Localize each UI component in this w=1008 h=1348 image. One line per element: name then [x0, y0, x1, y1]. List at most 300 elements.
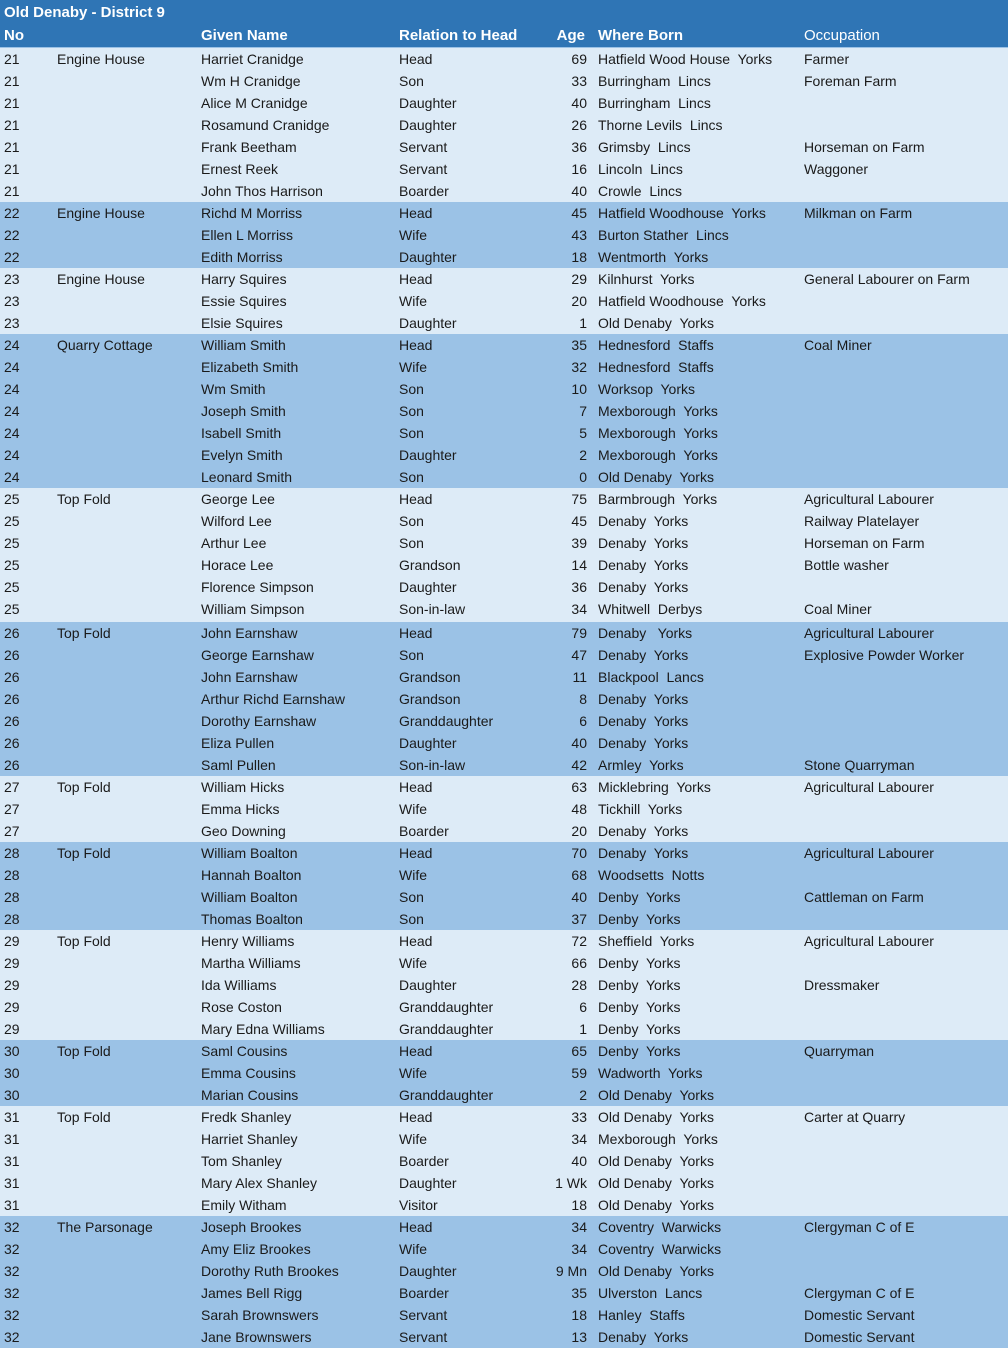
cell-age: 48 — [571, 801, 587, 817]
table-row — [0, 666, 1008, 688]
cell-age: 6 — [579, 713, 587, 729]
cell-relation: Wife — [399, 293, 427, 309]
cell-where-born: Mexborough Yorks — [598, 403, 718, 419]
header-age: Age — [556, 27, 585, 44]
cell-no: 32 — [4, 1285, 20, 1301]
cell-no: 26 — [4, 735, 20, 751]
cell-given-name: Isabell Smith — [201, 425, 282, 441]
cell-relation: Boarder — [399, 1153, 449, 1169]
cell-no: 27 — [4, 779, 20, 795]
table-row — [0, 136, 1008, 158]
table-row — [0, 952, 1008, 974]
cell-no: 21 — [4, 161, 20, 177]
cell-age: 1 — [579, 1021, 587, 1037]
cell-given-name: John Thos Harrison — [201, 183, 323, 199]
cell-no: 24 — [4, 381, 20, 397]
cell-no: 25 — [4, 601, 20, 617]
cell-no: 30 — [4, 1087, 20, 1103]
cell-no: 23 — [4, 315, 20, 331]
header-no: No — [4, 27, 24, 44]
table-row — [0, 1172, 1008, 1194]
cell-where-born: Hednesford Staffs — [598, 337, 714, 353]
cell-given-name: Mary Edna Williams — [201, 1021, 325, 1037]
cell-where-born: Denaby Yorks — [598, 823, 689, 839]
cell-age: 45 — [571, 205, 587, 221]
cell-no: 24 — [4, 447, 20, 463]
cell-where-born: Micklebring Yorks — [598, 779, 711, 795]
cell-given-name: William Hicks — [201, 779, 285, 795]
cell-occupation: Farmer — [804, 51, 850, 67]
table-row — [0, 1282, 1008, 1304]
cell-where-born: Blackpool Lancs — [598, 669, 704, 685]
table-row — [0, 930, 1008, 952]
cell-no: 25 — [4, 557, 20, 573]
cell-where-born: Hednesford Staffs — [598, 359, 714, 375]
cell-occupation: Dressmaker — [804, 977, 880, 993]
cell-given-name: John Earnshaw — [201, 669, 298, 685]
cell-relation: Daughter — [399, 117, 457, 133]
cell-age: 20 — [571, 823, 587, 839]
table-row — [0, 598, 1008, 622]
cell-age: 47 — [571, 647, 587, 663]
cell-where-born: Denaby Yorks — [598, 579, 689, 595]
table-row — [0, 1084, 1008, 1106]
cell-house: Top Fold — [57, 491, 111, 507]
cell-given-name: George Lee — [201, 491, 275, 507]
cell-given-name: Elizabeth Smith — [201, 359, 299, 375]
cell-age: 36 — [571, 139, 587, 155]
cell-occupation: Horseman on Farm — [804, 535, 925, 551]
cell-given-name: Joseph Smith — [201, 403, 286, 419]
table-row — [0, 400, 1008, 422]
cell-occupation: Agricultural Labourer — [804, 625, 934, 641]
cell-house: Top Fold — [57, 845, 111, 861]
cell-given-name: Emily Witham — [201, 1197, 287, 1213]
cell-no: 21 — [4, 51, 20, 67]
cell-occupation: Milkman on Farm — [804, 205, 913, 221]
cell-where-born: Old Denaby Yorks — [598, 1175, 714, 1191]
cell-given-name: William Smith — [201, 337, 286, 353]
cell-relation: Son — [399, 535, 424, 551]
cell-house: Top Fold — [57, 1109, 111, 1125]
cell-where-born: Worksop Yorks — [598, 381, 696, 397]
cell-where-born: Mexborough Yorks — [598, 1131, 718, 1147]
cell-relation: Head — [399, 933, 433, 949]
cell-no: 32 — [4, 1329, 20, 1345]
cell-where-born: Hatfield Wood House Yorks — [598, 51, 773, 67]
cell-given-name: Joseph Brookes — [201, 1219, 302, 1235]
cell-where-born: Denaby Yorks — [598, 691, 689, 707]
table-row — [0, 1106, 1008, 1128]
cell-no: 25 — [4, 579, 20, 595]
cell-relation: Daughter — [399, 1175, 457, 1191]
table-row — [0, 70, 1008, 92]
cell-given-name: Edith Morriss — [201, 249, 283, 265]
cell-no: 21 — [4, 183, 20, 199]
header-given-name: Given Name — [201, 27, 288, 44]
cell-no: 21 — [4, 95, 20, 111]
cell-given-name: Mary Alex Shanley — [201, 1175, 317, 1191]
cell-given-name: Emma Cousins — [201, 1065, 296, 1081]
cell-where-born: Grimsby Lincs — [598, 139, 691, 155]
cell-no: 21 — [4, 117, 20, 133]
cell-house: Engine House — [57, 51, 145, 67]
cell-occupation: Explosive Powder Worker — [804, 647, 965, 663]
cell-relation: Daughter — [399, 735, 457, 751]
cell-relation: Head — [399, 491, 433, 507]
table-row — [0, 1326, 1008, 1348]
cell-no: 29 — [4, 933, 20, 949]
cell-relation: Wife — [399, 1065, 427, 1081]
cell-relation: Head — [399, 779, 433, 795]
cell-no: 26 — [4, 757, 20, 773]
table-body — [0, 48, 1008, 1348]
cell-relation: Boarder — [399, 823, 449, 839]
cell-age: 33 — [571, 1109, 587, 1125]
cell-age: 70 — [571, 845, 587, 861]
table-row — [0, 444, 1008, 466]
cell-no: 31 — [4, 1131, 20, 1147]
cell-where-born: Crowle Lincs — [598, 183, 683, 199]
cell-relation: Head — [399, 625, 433, 641]
cell-no: 29 — [4, 999, 20, 1015]
cell-no: 29 — [4, 977, 20, 993]
cell-no: 22 — [4, 205, 20, 221]
cell-age: 5 — [579, 425, 587, 441]
cell-no: 32 — [4, 1241, 20, 1257]
cell-where-born: Old Denaby Yorks — [598, 1263, 714, 1279]
cell-relation: Head — [399, 271, 433, 287]
cell-relation: Head — [399, 205, 433, 221]
cell-relation: Granddaughter — [399, 713, 494, 729]
cell-age: 43 — [571, 227, 587, 243]
cell-relation: Son — [399, 513, 424, 529]
cell-where-born: Denby Yorks — [598, 977, 681, 993]
cell-given-name: Eliza Pullen — [201, 735, 275, 751]
cell-relation: Wife — [399, 867, 427, 883]
cell-relation: Wife — [399, 359, 427, 375]
cell-relation: Son-in-law — [399, 757, 466, 773]
cell-given-name: Rosamund Cranidge — [201, 117, 330, 133]
cell-no: 28 — [4, 889, 20, 905]
cell-relation: Head — [399, 1219, 433, 1235]
cell-relation: Servant — [399, 161, 448, 177]
cell-given-name: Arthur Lee — [201, 535, 267, 551]
cell-age: 34 — [571, 601, 587, 617]
cell-relation: Daughter — [399, 579, 457, 595]
cell-where-born: Denby Yorks — [598, 955, 681, 971]
cell-occupation: Waggoner — [804, 161, 869, 177]
table-row — [0, 644, 1008, 666]
cell-given-name: Thomas Boalton — [201, 911, 303, 927]
cell-age: 34 — [571, 1241, 587, 1257]
cell-where-born: Denaby Yorks — [598, 1329, 689, 1345]
cell-relation: Son-in-law — [399, 601, 466, 617]
table-row — [0, 820, 1008, 842]
cell-relation: Granddaughter — [399, 1021, 494, 1037]
cell-no: 21 — [4, 139, 20, 155]
cell-relation: Servant — [399, 139, 448, 155]
table-row — [0, 114, 1008, 136]
cell-given-name: Harriet Shanley — [201, 1131, 298, 1147]
cell-given-name: Fredk Shanley — [201, 1109, 292, 1125]
cell-no: 32 — [4, 1307, 20, 1323]
cell-occupation: Cattleman on Farm — [804, 889, 924, 905]
cell-relation: Son — [399, 889, 424, 905]
cell-where-born: Denby Yorks — [598, 999, 681, 1015]
table-row — [0, 532, 1008, 554]
cell-given-name: Horace Lee — [201, 557, 274, 573]
cell-given-name: Ellen L Morriss — [201, 227, 294, 243]
cell-given-name: Emma Hicks — [201, 801, 280, 817]
cell-no: 32 — [4, 1219, 20, 1235]
cell-occupation: Agricultural Labourer — [804, 779, 934, 795]
cell-given-name: William Boalton — [201, 845, 298, 861]
cell-given-name: Essie Squires — [201, 293, 287, 309]
cell-relation: Son — [399, 425, 424, 441]
sheet-title: Old Denaby - District 9 — [0, 0, 1008, 24]
cell-age: 63 — [571, 779, 587, 795]
cell-no: 29 — [4, 1021, 20, 1037]
cell-no: 26 — [4, 669, 20, 685]
cell-occupation: Railway Platelayer — [804, 513, 920, 529]
cell-where-born: Denaby Yorks — [598, 557, 689, 573]
cell-relation: Son — [399, 911, 424, 927]
cell-given-name: Hannah Boalton — [201, 867, 302, 883]
cell-relation: Daughter — [399, 315, 457, 331]
cell-occupation: Stone Quarryman — [804, 757, 915, 773]
table-row — [0, 554, 1008, 576]
cell-where-born: Burringham Lincs — [598, 73, 711, 89]
cell-given-name: Henry Williams — [201, 933, 295, 949]
cell-no: 31 — [4, 1197, 20, 1213]
cell-relation: Head — [399, 845, 433, 861]
table-row — [0, 510, 1008, 532]
cell-given-name: Elsie Squires — [201, 315, 283, 331]
cell-age: 33 — [571, 73, 587, 89]
cell-no: 27 — [4, 801, 20, 817]
table-row — [0, 1040, 1008, 1062]
cell-occupation: Clergyman C of E — [804, 1285, 915, 1301]
cell-no: 25 — [4, 513, 20, 529]
cell-no: 25 — [4, 491, 20, 507]
cell-relation: Grandson — [399, 691, 461, 707]
cell-age: 45 — [571, 513, 587, 529]
cell-house: Engine House — [57, 271, 145, 287]
cell-where-born: Denby Yorks — [598, 1021, 681, 1037]
cell-where-born: Denaby Yorks — [598, 513, 689, 529]
cell-no: 28 — [4, 867, 20, 883]
cell-relation: Grandson — [399, 669, 461, 685]
cell-where-born: Hanley Staffs — [598, 1307, 685, 1323]
cell-age: 65 — [571, 1043, 587, 1059]
cell-age: 9 Mn — [555, 1263, 587, 1279]
cell-occupation: General Labourer on Farm — [804, 271, 970, 287]
cell-age: 20 — [571, 293, 587, 309]
cell-where-born: Old Denaby Yorks — [598, 469, 714, 485]
cell-given-name: Frank Beetham — [201, 139, 297, 155]
cell-relation: Daughter — [399, 1263, 457, 1279]
cell-relation: Servant — [399, 1329, 448, 1345]
cell-no: 21 — [4, 73, 20, 89]
cell-where-born: Burringham Lincs — [598, 95, 711, 111]
cell-no: 26 — [4, 713, 20, 729]
cell-age: 18 — [571, 1197, 587, 1213]
cell-age: 29 — [571, 271, 587, 287]
table-row — [0, 908, 1008, 930]
cell-where-born: Armley Yorks — [598, 757, 684, 773]
cell-age: 40 — [571, 95, 587, 111]
header-where-born: Where Born — [598, 27, 684, 44]
table-row — [0, 842, 1008, 864]
cell-relation: Son — [399, 381, 424, 397]
cell-given-name: Sarah Brownswers — [201, 1307, 319, 1323]
table-row — [0, 1260, 1008, 1282]
cell-age: 7 — [579, 403, 587, 419]
table-row — [0, 688, 1008, 710]
cell-given-name: Richd M Morriss — [201, 205, 303, 221]
cell-occupation: Coal Miner — [804, 601, 872, 617]
cell-given-name: John Earnshaw — [201, 625, 298, 641]
cell-relation: Son — [399, 469, 424, 485]
cell-age: 18 — [571, 249, 587, 265]
cell-age: 28 — [571, 977, 587, 993]
cell-given-name: Harry Squires — [201, 271, 287, 287]
cell-relation: Wife — [399, 955, 427, 971]
cell-where-born: Old Denaby Yorks — [598, 1087, 714, 1103]
cell-given-name: Wm H Cranidge — [201, 73, 301, 89]
table-row — [0, 754, 1008, 776]
header-occupation: Occupation — [804, 27, 880, 44]
cell-where-born: Wentmorth Yorks — [598, 249, 709, 265]
table-row — [0, 996, 1008, 1018]
cell-house: Top Fold — [57, 933, 111, 949]
cell-given-name: Tom Shanley — [201, 1153, 282, 1169]
cell-age: 2 — [579, 1087, 587, 1103]
cell-given-name: Dorothy Ruth Brookes — [201, 1263, 339, 1279]
table-row — [0, 378, 1008, 400]
cell-age: 32 — [571, 359, 587, 375]
table-row — [0, 180, 1008, 202]
cell-age: 1 Wk — [555, 1175, 587, 1191]
cell-age: 16 — [571, 161, 587, 177]
cell-where-born: Mexborough Yorks — [598, 425, 718, 441]
table-row — [0, 334, 1008, 356]
cell-occupation: Agricultural Labourer — [804, 491, 934, 507]
column-header-row — [0, 24, 1008, 48]
cell-where-born: Thorne Levils Lincs — [598, 117, 723, 133]
cell-given-name: Arthur Richd Earnshaw — [201, 691, 345, 707]
cell-given-name: Harriet Cranidge — [201, 51, 304, 67]
cell-no: 24 — [4, 403, 20, 419]
cell-age: 40 — [571, 735, 587, 751]
cell-given-name: Leonard Smith — [201, 469, 293, 485]
cell-given-name: Geo Downing — [201, 823, 286, 839]
cell-where-born: Ulverston Lancs — [598, 1285, 703, 1301]
table-row — [0, 1304, 1008, 1326]
cell-age: 72 — [571, 933, 587, 949]
cell-given-name: Marian Cousins — [201, 1087, 299, 1103]
cell-no: 28 — [4, 845, 20, 861]
cell-where-born: Old Denaby Yorks — [598, 1153, 714, 1169]
cell-relation: Daughter — [399, 95, 457, 111]
cell-age: 2 — [579, 447, 587, 463]
table-row — [0, 48, 1008, 70]
cell-no: 23 — [4, 271, 20, 287]
cell-relation: Head — [399, 337, 433, 353]
cell-given-name: James Bell Rigg — [201, 1285, 303, 1301]
cell-no: 32 — [4, 1263, 20, 1279]
table-row — [0, 1150, 1008, 1172]
cell-age: 34 — [571, 1131, 587, 1147]
cell-occupation: Quarryman — [804, 1043, 875, 1059]
table-row — [0, 1062, 1008, 1084]
table-row — [0, 798, 1008, 820]
cell-age: 35 — [571, 1285, 587, 1301]
table-row — [0, 356, 1008, 378]
cell-no: 24 — [4, 425, 20, 441]
table-row — [0, 1238, 1008, 1260]
cell-given-name: Amy Eliz Brookes — [201, 1241, 311, 1257]
cell-no: 30 — [4, 1043, 20, 1059]
table-row — [0, 576, 1008, 598]
table-row — [0, 710, 1008, 732]
cell-where-born: Denby Yorks — [598, 889, 681, 905]
cell-occupation: Carter at Quarry — [804, 1109, 906, 1125]
cell-where-born: Denaby Yorks — [598, 735, 689, 751]
cell-age: 69 — [571, 51, 587, 67]
cell-relation: Son — [399, 403, 424, 419]
table-row — [0, 290, 1008, 312]
cell-where-born: Denaby Yorks — [598, 647, 689, 663]
cell-house: Quarry Cottage — [57, 337, 153, 353]
cell-occupation: Bottle washer — [804, 557, 889, 573]
table-row — [0, 246, 1008, 268]
table-row — [0, 92, 1008, 114]
cell-no: 26 — [4, 691, 20, 707]
cell-relation: Servant — [399, 1307, 448, 1323]
cell-age: 14 — [571, 557, 587, 573]
cell-given-name: Ida Williams — [201, 977, 277, 993]
cell-age: 0 — [579, 469, 587, 485]
cell-age: 35 — [571, 337, 587, 353]
cell-where-born: Denaby Yorks — [598, 713, 689, 729]
cell-age: 18 — [571, 1307, 587, 1323]
cell-where-born: Denby Yorks — [598, 911, 681, 927]
table-row — [0, 488, 1008, 510]
cell-age: 6 — [579, 999, 587, 1015]
cell-relation: Head — [399, 1109, 433, 1125]
table-row — [0, 268, 1008, 290]
cell-house: Top Fold — [57, 1043, 111, 1059]
table-row — [0, 622, 1008, 644]
cell-given-name: Evelyn Smith — [201, 447, 283, 463]
table-row — [0, 466, 1008, 488]
cell-where-born: Lincoln Lincs — [598, 161, 683, 177]
cell-age: 40 — [571, 183, 587, 199]
cell-given-name: Martha Williams — [201, 955, 301, 971]
cell-occupation: Foreman Farm — [804, 73, 897, 89]
cell-no: 31 — [4, 1175, 20, 1191]
cell-given-name: William Simpson — [201, 601, 305, 617]
table-row — [0, 974, 1008, 996]
cell-relation: Daughter — [399, 977, 457, 993]
table-row — [0, 224, 1008, 246]
cell-given-name: Wilford Lee — [201, 513, 272, 529]
cell-age: 37 — [571, 911, 587, 927]
cell-relation: Daughter — [399, 447, 457, 463]
cell-where-born: Coventry Warwicks — [598, 1241, 722, 1257]
